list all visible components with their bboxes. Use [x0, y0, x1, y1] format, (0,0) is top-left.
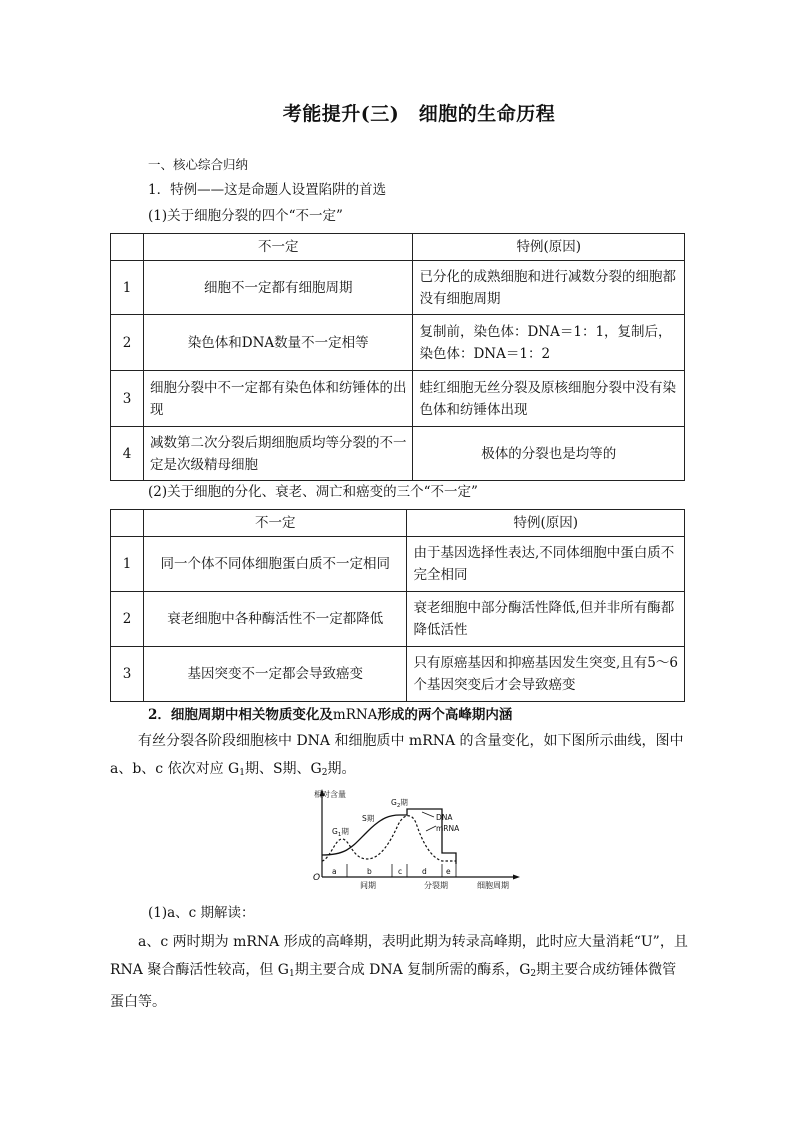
exception-cell: 极体的分裂也是均等的: [413, 427, 685, 481]
claim-cell: 细胞不一定都有细胞周期: [143, 261, 413, 315]
row-number: 4: [111, 427, 144, 481]
claim-cell: 衰老细胞中各种酶活性不一定都降低: [143, 592, 407, 647]
x-axis-label: 细胞周期: [477, 881, 509, 890]
para-text: 期主要合成 DNA 复制所需的酶系，G: [294, 962, 531, 978]
dna-mrna-diagram: [312, 787, 524, 891]
claim-cell: 减数第二次分裂后期细胞质均等分裂的不一定是次级精母细胞: [143, 427, 413, 481]
header-cell: 不一定: [143, 510, 407, 537]
claim-cell: 染色体和DNA数量不一定相等: [143, 315, 413, 371]
paragraph-ac-interpretation: [110, 928, 690, 1016]
sub-heading-2: (2)关于细胞的分化、衰老、凋亡和癌变的三个“不一定”: [148, 484, 478, 500]
exception-cell: 由于基因选择性表达,不同体细胞中蛋白质不完全相同: [407, 537, 685, 592]
origin-label: O: [313, 873, 321, 883]
item-2-heading: [148, 705, 512, 725]
item-2-mrna: mRNA: [332, 707, 378, 723]
row-number: 2: [111, 592, 144, 647]
header-cell: [111, 510, 144, 537]
claim-cell: 细胞分裂中不一定都有染色体和纺锤体的出现: [143, 371, 413, 427]
table-row: [111, 261, 685, 315]
para-text: 期。: [327, 761, 356, 777]
mrna-legend: mRNA: [436, 824, 460, 833]
table-differentiation: [110, 509, 685, 702]
table-row: [111, 592, 685, 647]
row-number: 1: [111, 261, 144, 315]
para-text: 期主要合成纺锤体微管蛋白等。: [110, 962, 677, 1010]
interphase-label: 间期: [360, 881, 376, 890]
subscript: 1: [289, 969, 295, 979]
row-number: 2: [111, 315, 144, 371]
header-cell: [111, 234, 144, 261]
table-header-row: [111, 510, 685, 537]
subscript: 1: [239, 768, 245, 778]
table-row: [111, 371, 685, 427]
claim-cell: 同一个体不同体细胞蛋白质不一定相同: [143, 537, 407, 592]
table-row: [111, 537, 685, 592]
header-cell: 不一定: [143, 234, 413, 261]
exception-cell: 衰老细胞中部分酶活性降低,但并非所有酶都降低活性: [407, 592, 685, 647]
s-phase-label: S期: [362, 814, 375, 823]
item-2-text-end: 形成的两个高峰期内涵: [377, 707, 513, 723]
sub-heading-1: (1)关于细胞分裂的四个“不一定”: [148, 208, 343, 224]
item-2-text: 2．细胞周期中相关物质变化及: [148, 707, 333, 723]
segment-d: d: [422, 867, 427, 876]
exception-cell: 已分化的成熟细胞和进行减数分裂的细胞都没有细胞周期: [413, 261, 685, 315]
table-header-row: [111, 234, 685, 261]
table-cell-division: [110, 233, 685, 481]
para-text: 有丝分裂各阶段细胞核中 DNA 和细胞质中 mRNA 的含量变化，如下图所示曲线，图中 a、b、c 依次对应 G: [110, 733, 684, 777]
subscript: 2: [321, 768, 328, 778]
para-text: a、c 两时期为 mRNA 形成的高峰期，表明此期为转录高峰期，此时应大量消耗“U”，且 RNA 聚合酶活性较高，但 G: [110, 934, 688, 978]
table-row: [111, 315, 685, 371]
segment-c: c: [398, 867, 403, 876]
page-title: 考能提升(三) 细胞的生命历程: [282, 103, 556, 125]
g1-phase-label: $G_1$期: [332, 827, 349, 838]
segment-b: b: [367, 867, 372, 876]
y-axis-label: 相对含量: [314, 790, 346, 799]
segment-e: e: [446, 867, 451, 876]
row-number: 3: [111, 371, 144, 427]
table-row: [111, 427, 685, 481]
row-number: 1: [111, 537, 144, 592]
dna-legend: DNA: [436, 813, 453, 822]
header-cell: 特例(原因): [413, 234, 685, 261]
table-row: [111, 647, 685, 702]
section-heading: 一、核心综合归纳: [148, 157, 249, 172]
row-number: 3: [111, 647, 144, 702]
exception-cell: 复制前，染色体：DNA＝1：1，复制后，染色体：DNA＝1：2: [413, 315, 685, 371]
para-text: 期、S期、G: [244, 761, 322, 777]
exception-cell: 蛙红细胞无丝分裂及原核细胞分裂中没有染色体和纺锤体出现: [413, 371, 685, 427]
sub-heading-3: (1)a、c 期解读：: [148, 905, 255, 921]
x-axis-arrow: [513, 875, 520, 880]
header-cell: 特例(原因): [407, 510, 685, 537]
item-1-heading: 1．特例——这是命题人设置陷阱的首选: [148, 182, 387, 198]
g2-phase-label: $G_2$期: [391, 798, 408, 809]
mrna-curve: [322, 816, 456, 861]
mrna-pointer: [426, 826, 436, 831]
mitosis-label: 分裂期: [424, 881, 448, 890]
exception-cell: 只有原癌基因和抑癌基因发生突变,且有5～6个基因突变后才会导致癌变: [407, 647, 685, 702]
claim-cell: 基因突变不一定都会导致癌变: [143, 647, 407, 702]
subscript: 2: [530, 969, 537, 979]
segment-a: a: [332, 867, 337, 876]
dna-pointer: [422, 812, 434, 817]
paragraph-curve-intro: [110, 727, 690, 787]
